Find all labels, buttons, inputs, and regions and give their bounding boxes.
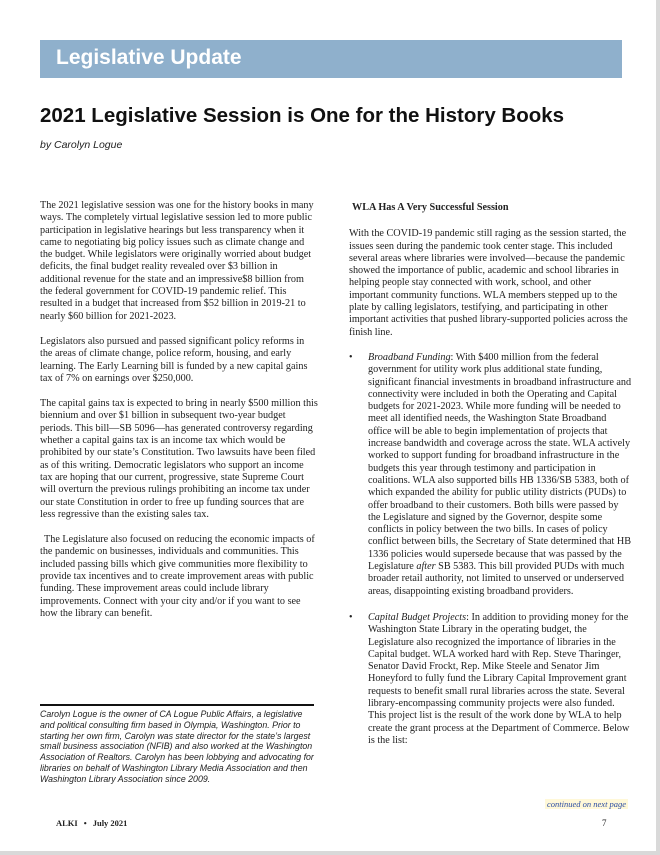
bullet-emphasis: after [416, 561, 436, 573]
right-column [349, 202, 632, 761]
list-item [349, 352, 632, 598]
list-item [349, 612, 632, 747]
paragraph: With the COVID-19 pandemic still raging as the session started, the issues seen during the pandemic took center stage. This included several areas where libraries were involved—because the pandemic showed the importance of public, academic and school libraries in helping people stay connected with work, school, and other important community functions. WLA members stepped up to the plate by calling legislators, testifying, and participating in other important activities that pushed library-supported policies across the finish line. [349, 228, 628, 338]
left-column [40, 200, 318, 633]
article-byline: by Carolyn Logue [40, 139, 123, 151]
bullet-text: SB 5383. This bill provided PUDs with much broader retail authority, not limited to unserved or underserved areas, disappointing existing broadband providers. [368, 561, 625, 597]
subsection-heading: WLA Has A Very Successful Session [352, 202, 509, 213]
section-title: Legislative Update [56, 46, 242, 69]
author-bio: Carolyn Logue is the owner of CA Logue Public Affairs, a legislative and political consulting firm based in Olympia, Washington. Prior to starting her own firm, Carolyn was state director for the state’s largest small business association (NFIB) and also worked at the Washington Association of Realtors. Carolyn has been lobbying and advocating for libraries on behalf of Washington Library Media Association and then Washington Library Association since 2009. [40, 709, 314, 784]
bullet-text: : With $400 million from the federal government for utility work plus additional state funding, significant financial investments in broadband infrastructure and connectivity were included in both the Operating and Capital budgets for 2021-2023. While more funding will be needed to meet all identified needs, the Washington State Broadband office will be able to begin implementation of projects that increase bandwidth and coverage across the state. WLA actively worked to support funding for broadband infrastructure in the budgets this year through testimony and participation in coalitions. WLA also supported bills HB 1336/SB 5383, both of which expanded the ability for public utility districts (PUDs) to offer broadband to their customers. Both bills were passed by the Legislature and signed by the Governor, despite some conflicts in policy between the two bills. In cases of policy conflict between bills, the Secretary of State determined that HB 1336 policies would supersede because that was passed by the Legislature [368, 351, 632, 573]
bullet-text: : In addition to providing money for the Washington State Library in the operating budget, the Legislature also recognized the importance of libraries in the Capital budget. WLA worked hard with Rep. Steve Tharinger, Senator David Frockt, Rep. Mike Steele and Senator Jim Honeyford to fully fund the Library Capital Improvement grant requests to benefit small rural libraries across the state. Several library-encompassing community projects were also funded. This project list is the result of the work done by WLA to help create the grant process at the Department of Commerce. Below is the list: [368, 611, 630, 746]
author-divider [40, 704, 314, 706]
bullet-icon: • [349, 611, 353, 623]
article-headline: 2021 Legislative Session is One for the History Books [40, 104, 565, 127]
bullet-term: Broadband Funding [368, 351, 451, 363]
paragraph: Legislators also pursued and passed significant policy reforms in the areas of climate change, police reform, housing, and early learning. The Early Learning bill is funded by a new capital gains tax of 7% on earnings over $250,000. [40, 335, 308, 384]
section-banner [40, 40, 622, 78]
page-number: 7 [602, 818, 607, 828]
paragraph: The 2021 legislative session was one for the history books in many ways. The completely virtual legislative session led to more public participation in legislative hearings but less transparency when it came to negotiating big policy issues such as climate change and the budget. While legislators were originally worried about budget deficits, the final budget reality revealed over $3 billion in additional revenue for the state and an impressive$8 billion from the federal government for COVID-19 pandemic relief. This resulted in a budget that increased from $52 billion in 2019-21 to nearly $60 billion for 2021-2023. [40, 200, 314, 322]
publication-name: ALKI [56, 818, 78, 828]
paragraph: The Legislature also focused on reducing the economic impacts of the pandemic on businesses, individuals and communities. This included passing bills which give communities more flexibility to provide tax incentives and to create improvement areas with public funding. These improvement areas could include library improvements. Connect with your city and/or if you want to see how the library can benefit. [40, 534, 315, 619]
bullet-term: Capital Budget Projects [368, 611, 467, 623]
continued-link[interactable]: continued on next page [547, 799, 627, 809]
footer-publication [56, 818, 127, 828]
footer-separator: • [83, 818, 87, 828]
bullet-icon: • [349, 351, 353, 363]
bullet-list [349, 352, 632, 747]
issue-date: July 2021 [92, 818, 128, 828]
paragraph: The capital gains tax is expected to bring in nearly $500 million this biennium and over $1 billion in subsequent two-year budget periods. This bill—SB 5096—has generated controversy regarding whether a capital gains tax is an income tax which would be prohibited by our state’s Constitution. Two lawsuits have been filed as of this writing. Democratic legislators who support an income tax are hoping that our current, progressive, state Supreme Court will overturn the previous rulings prohibiting an income tax under our state Constitution in order to free up funding sources that are less regressive than the existing sales tax. [40, 398, 318, 520]
